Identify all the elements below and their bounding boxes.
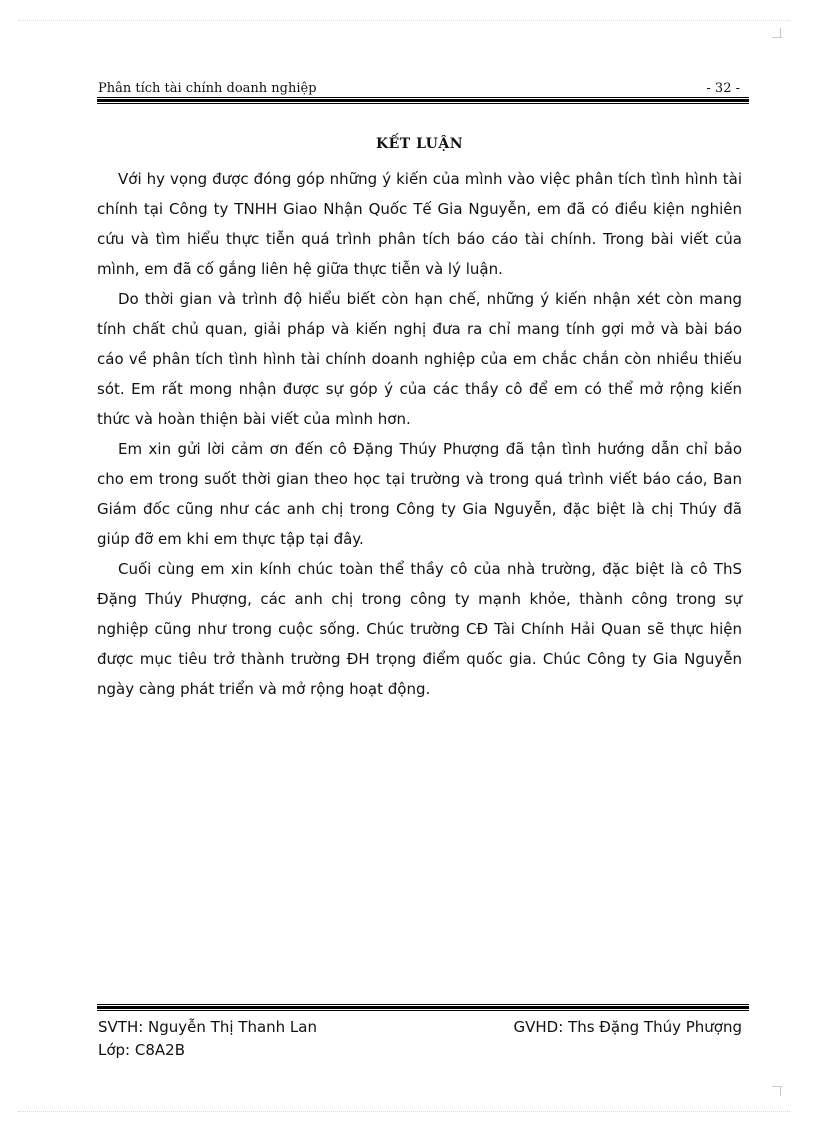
paragraph: Do thời gian và trình độ hiểu biết còn hạn chế, những ý kiến nhận xét còn mang tính chất chủ quan, giải pháp và kiến nghị đưa ra chỉ mang tính gợi mở và bài báo cáo về phân tích tình hình tài chính doanh nghiệp của em chắc chắn còn nhiều thiếu sót. Em rất mong nhận được sự góp ý của các thầy cô để em có thể mở rộng kiến thức và hoàn thiện bài viết của mình hơn. <box>97 290 742 428</box>
running-header <box>97 80 742 98</box>
footer-rule <box>97 1004 749 1005</box>
paragraph: Cuối cùng em xin kính chúc toàn thể thầy cô của nhà trường, đặc biệt là cô ThS Đặng Thúy Phượng, các anh chị trong công ty mạnh khỏe, thành công trong sự nghiệp cũng như trong cuộc sống. Chúc trường CĐ Tài Chính Hải Quan sẽ thực hiện được mục tiêu trở thành trường ĐH trọng điểm quốc gia. Chúc Công ty Gia Nguyễn ngày càng phát triển và mở rộng hoạt động. <box>97 560 742 698</box>
header-title: Phân tích tài chính doanh nghiệp <box>98 81 317 96</box>
header-rule <box>97 103 749 104</box>
corner-mark <box>780 1086 781 1096</box>
corner-mark <box>772 1086 782 1087</box>
footer-rule <box>97 1010 749 1011</box>
section-heading: KẾT LUẬN <box>375 136 464 152</box>
class-code: Lớp: C8A2B <box>98 1041 185 1059</box>
student-name: SVTH: Nguyễn Thị Thanh Lan <box>98 1018 317 1036</box>
page-number: - 32 - <box>706 81 740 96</box>
header-rule <box>97 99 749 102</box>
body-text <box>97 164 742 704</box>
corner-mark <box>772 37 782 38</box>
running-footer <box>97 1016 742 1062</box>
paragraph: Với hy vọng được đóng góp những ý kiến của mình vào việc phân tích tình hình tài chính tại Công ty TNHH Giao Nhận Quốc Tế Gia Nguyễn, em đã có điều kiện nghiên cứu và tìm hiểu thực tiễn quá trình phân tích báo cáo tài chính. Trong bài viết của mình, em đã cố gắng liên hệ giữa thực tiễn và lý luận. <box>97 170 742 278</box>
footer-rule <box>97 1006 749 1009</box>
advisor-name: GVHD: Ths Đặng Thúy Phượng <box>513 1018 742 1036</box>
paragraph: Em xin gửi lời cảm ơn đến cô Đặng Thúy Phượng đã tận tình hướng dẫn chỉ bảo cho em trong suốt thời gian theo học tại trường và trong quá trình viết báo cáo, Ban Giám đốc cũng như các anh chị trong Công ty Gia Nguyễn, đặc biệt là chị Thúy đã giúp đỡ em khi em thực tập tại đây. <box>97 440 742 548</box>
header-rule <box>97 97 749 98</box>
